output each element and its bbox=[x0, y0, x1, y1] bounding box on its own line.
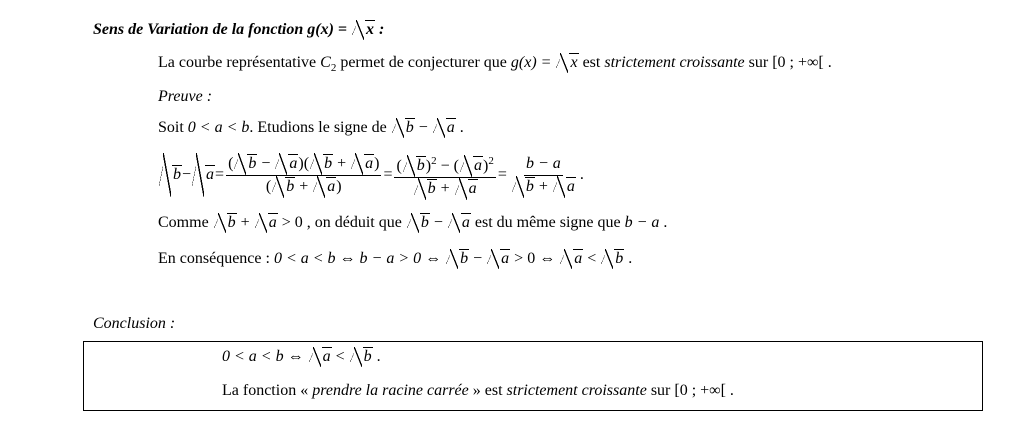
var: b bbox=[286, 177, 295, 195]
text: La courbe représentative bbox=[158, 54, 321, 71]
sqrt-sign bbox=[487, 249, 510, 269]
var: a bbox=[268, 214, 277, 231]
var: b bbox=[615, 250, 624, 267]
text: sur bbox=[646, 382, 675, 399]
paren: ( bbox=[396, 157, 402, 175]
paren: )( bbox=[298, 154, 310, 172]
numerator bbox=[226, 153, 381, 176]
exponent: 2 bbox=[488, 155, 494, 167]
section-title bbox=[93, 20, 384, 40]
text: . Etudions le signe de bbox=[249, 119, 391, 136]
sqrt-sign bbox=[350, 347, 373, 367]
title-colon: : bbox=[375, 21, 385, 38]
op: + bbox=[436, 180, 454, 198]
sqrt-sign bbox=[309, 347, 332, 367]
var: b bbox=[416, 157, 425, 175]
paren: ( bbox=[265, 177, 272, 195]
op: < bbox=[331, 348, 349, 365]
op: = bbox=[215, 166, 225, 184]
equiv-icon: ⇔ bbox=[421, 250, 446, 267]
op: < bbox=[583, 250, 601, 267]
soit-line bbox=[158, 118, 464, 138]
sqrt-sign bbox=[556, 53, 578, 73]
var: b bbox=[460, 250, 469, 267]
text: En conséquence : bbox=[158, 250, 274, 267]
consequence-line bbox=[158, 249, 632, 269]
sqrt-sign bbox=[159, 153, 182, 197]
var: b bbox=[525, 177, 534, 195]
sqrt-sign bbox=[275, 153, 298, 175]
var: b bbox=[427, 180, 436, 198]
text: est bbox=[578, 54, 605, 71]
title-arg: x bbox=[366, 21, 375, 38]
sqrt-sign bbox=[601, 249, 624, 269]
function-name: prendre la racine carrée bbox=[312, 382, 469, 399]
sqrt-sign bbox=[351, 153, 374, 175]
fn: g(x) = bbox=[510, 54, 556, 71]
equiv-icon: ⇔ bbox=[535, 250, 560, 267]
var: a bbox=[566, 177, 575, 195]
condition: 0 < a < b bbox=[187, 119, 250, 136]
text: Soit bbox=[158, 119, 188, 136]
paren: ( bbox=[228, 154, 234, 172]
paren: ) bbox=[425, 157, 432, 175]
sqrt-sign bbox=[310, 153, 333, 175]
sqrt-sign bbox=[553, 176, 576, 198]
var: a bbox=[473, 157, 482, 175]
var: b bbox=[324, 154, 333, 172]
comme-line bbox=[158, 213, 667, 233]
text: sur bbox=[744, 54, 773, 71]
expr: 0 < a < b bbox=[222, 348, 284, 365]
text: . bbox=[579, 166, 584, 184]
op: − bbox=[414, 119, 432, 136]
denominator bbox=[264, 176, 344, 198]
op: − bbox=[182, 166, 192, 184]
text: . bbox=[455, 119, 464, 136]
expr: b − a bbox=[624, 214, 660, 231]
var: a bbox=[322, 348, 331, 365]
sqrt-sign bbox=[446, 249, 469, 269]
sqrt-sign bbox=[272, 176, 295, 198]
op: + bbox=[236, 214, 254, 231]
var: a bbox=[446, 119, 455, 136]
var: a bbox=[501, 250, 510, 267]
var: a bbox=[289, 154, 298, 172]
paren: ) bbox=[374, 154, 380, 172]
proof-label: Preuve : bbox=[158, 88, 213, 105]
op: + bbox=[333, 154, 351, 172]
sqrt-sign bbox=[448, 213, 471, 233]
var: b bbox=[173, 166, 181, 184]
sqrt-sign bbox=[313, 176, 336, 198]
sqrt-sign bbox=[214, 213, 237, 233]
var: b bbox=[363, 348, 372, 365]
var: a bbox=[365, 154, 374, 172]
arg: x bbox=[570, 54, 578, 71]
fraction-2 bbox=[394, 150, 495, 200]
denominator bbox=[411, 178, 480, 200]
fraction-1 bbox=[226, 153, 381, 198]
text: > 0 bbox=[510, 250, 536, 267]
sqrt-sign bbox=[255, 213, 278, 233]
text: est du même signe que bbox=[470, 214, 625, 231]
conjecture-line bbox=[158, 53, 832, 78]
var: b bbox=[420, 214, 429, 231]
sqrt-sign bbox=[392, 118, 415, 138]
conclusion-line-2 bbox=[222, 381, 734, 401]
sqrt-sign bbox=[352, 20, 375, 40]
fraction-3 bbox=[509, 153, 578, 198]
op: − bbox=[429, 214, 447, 231]
sqrt-sign bbox=[560, 249, 583, 269]
sqrt-sign bbox=[455, 178, 478, 200]
interval: [0 ; +∞[ . bbox=[674, 382, 734, 399]
equiv-icon: ⇔ bbox=[283, 348, 308, 365]
text: Comme bbox=[158, 214, 213, 231]
op: − bbox=[257, 154, 275, 172]
text: . bbox=[372, 348, 381, 365]
text: > 0 , on déduit que bbox=[277, 214, 406, 231]
calculation-line bbox=[158, 150, 584, 200]
equiv-icon: ⇔ bbox=[335, 250, 360, 267]
exponent: 2 bbox=[431, 155, 437, 167]
curve-name: C bbox=[320, 54, 331, 71]
title-text: Sens de Variation de la fonction bbox=[93, 21, 304, 38]
sqrt-sign bbox=[403, 155, 426, 177]
sqrt-sign bbox=[407, 213, 430, 233]
op: = bbox=[497, 166, 507, 184]
title-fn: g(x) = bbox=[307, 21, 352, 38]
sqrt-sign bbox=[512, 176, 535, 198]
sqrt-sign bbox=[192, 153, 215, 197]
var: b bbox=[405, 119, 414, 136]
op: − ( bbox=[436, 157, 459, 175]
op: + bbox=[534, 177, 552, 195]
interval: [0 ; +∞[ . bbox=[772, 54, 832, 71]
op: = bbox=[383, 166, 393, 184]
sqrt-sign bbox=[414, 178, 437, 200]
strict-text: strictement croissante bbox=[604, 54, 745, 71]
var: a bbox=[206, 166, 215, 184]
numerator bbox=[394, 150, 495, 178]
var: b bbox=[248, 154, 257, 172]
curve-index: 2 bbox=[330, 62, 337, 75]
var: a bbox=[574, 250, 583, 267]
conclusion-line-1 bbox=[222, 347, 381, 367]
conclusion-label: Conclusion : bbox=[93, 315, 176, 332]
numerator: b − a bbox=[524, 153, 563, 176]
text: . bbox=[624, 250, 633, 267]
var: b bbox=[227, 214, 236, 231]
var: a bbox=[327, 177, 336, 195]
strict-text: strictement croissante bbox=[506, 382, 647, 399]
var: a bbox=[468, 180, 477, 198]
paren: ) bbox=[336, 177, 342, 195]
var: a bbox=[461, 214, 470, 231]
sqrt-sign bbox=[433, 118, 456, 138]
text: La fonction « bbox=[222, 382, 313, 399]
expr: b − a > 0 bbox=[359, 250, 422, 267]
op: − bbox=[469, 250, 487, 267]
text: . bbox=[659, 214, 668, 231]
paren: ) bbox=[482, 157, 489, 175]
op: + bbox=[295, 177, 313, 195]
text: permet de conjecturer que bbox=[336, 54, 511, 71]
sqrt-sign bbox=[460, 155, 483, 177]
text: » est bbox=[468, 382, 507, 399]
sqrt-sign bbox=[234, 153, 257, 175]
denominator bbox=[509, 176, 578, 198]
expr: 0 < a < b bbox=[273, 250, 336, 267]
